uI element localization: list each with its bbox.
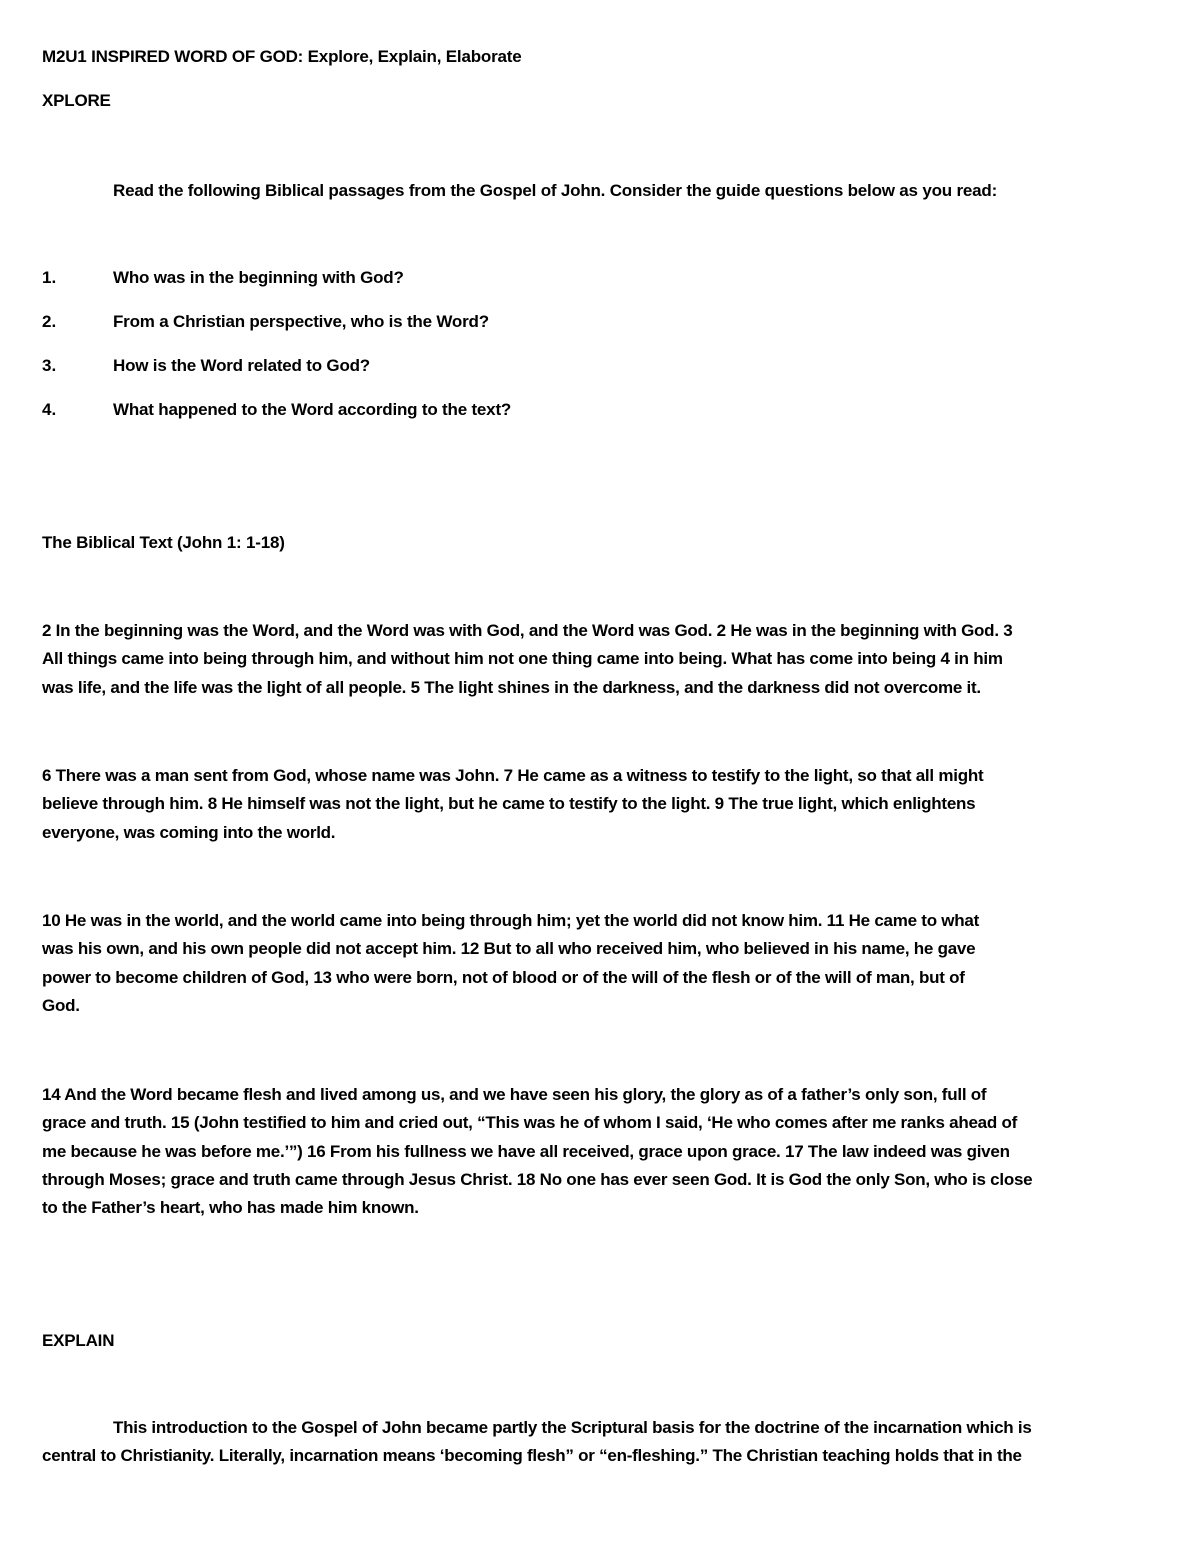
passage-line: 14 And the Word became flesh and lived among us, and we have seen his glory, the glory as of a father’s only son, full of [42,1085,987,1104]
explore-heading: XPLORE [42,91,111,110]
passage-line: 2 In the beginning was the Word, and the Word was with God, and the Word was God. 2 He was in the beginning with God. 3 [42,621,1013,640]
passage-line: me because he was before me.’”) 16 From his fullness we have all received, grace upon grace. 17 The law indeed was given [42,1141,1010,1161]
passage-line: everyone, was coming into the world. [42,822,336,842]
passage-line: grace and truth. 15 (John testified to him and cried out, “This was he of whom I said, ‘He who comes after me ranks ahead of [42,1113,1018,1133]
passage-paragraph [42,617,1160,702]
passage-line: 10 He was in the world, and the world came into being through him; yet the world did not know him. 11 He came to what [42,911,980,930]
explain-paragraph [42,1414,1160,1471]
question-number: 3. [42,356,57,375]
passage-line: through Moses; grace and truth came through Jesus Christ. 18 No one has ever seen God. It is God the only Son, who is close [42,1169,1033,1189]
question-number: 2. [42,312,57,331]
document-title: M2U1 INSPIRED WORD OF GOD: Explore, Explain, Elaborate [42,47,522,66]
explain-line: central to Christianity. Literally, incarnation means ‘becoming flesh” or “en-fleshing.” The Christian teaching holds that in the [42,1446,1022,1466]
passage-line: was life, and the life was the light of all people. 5 The light shines in the darkness, and the darkness did not overcome it. [42,677,981,697]
question-number: 1. [42,268,57,287]
passage-line: was his own, and his own people did not accept him. 12 But to all who received him, who believed in his name, he gave [42,939,976,959]
question-text: How is the Word related to God? [113,356,370,375]
explain-heading: EXPLAIN [42,1331,115,1350]
passage-paragraph [42,1081,1160,1222]
question-text: What happened to the Word according to the text? [113,400,512,419]
passage-line: God. [42,995,80,1015]
passage-line: power to become children of God, 13 who were born, not of blood or of the will of the flesh or of the will of man, but of [42,967,965,987]
explain-line: This introduction to the Gospel of John became partly the Scriptural basis for the doctrine of the incarnation which is [113,1418,1032,1437]
question-text: From a Christian perspective, who is the Word? [113,312,489,331]
passage-paragraph [42,907,1160,1020]
question-number: 4. [42,400,57,419]
passage-line: believe through him. 8 He himself was not the light, but he came to testify to the light. 9 The true light, which enlightens [42,794,976,814]
passage-paragraph [42,762,1160,847]
intro-instruction: Read the following Biblical passages from the Gospel of John. Consider the guide questions below as you read: [113,181,998,200]
passage-line: 6 There was a man sent from God, whose name was John. 7 He came as a witness to testify to the light, so that all might [42,766,984,785]
biblical-text-heading: The Biblical Text (John 1: 1-18) [42,533,285,552]
passage-line: All things came into being through him, and without him not one thing came into being. What has come into being 4 in him [42,649,1003,669]
question-text: Who was in the beginning with God? [113,268,404,287]
passage-line: to the Father’s heart, who has made him known. [42,1198,419,1218]
